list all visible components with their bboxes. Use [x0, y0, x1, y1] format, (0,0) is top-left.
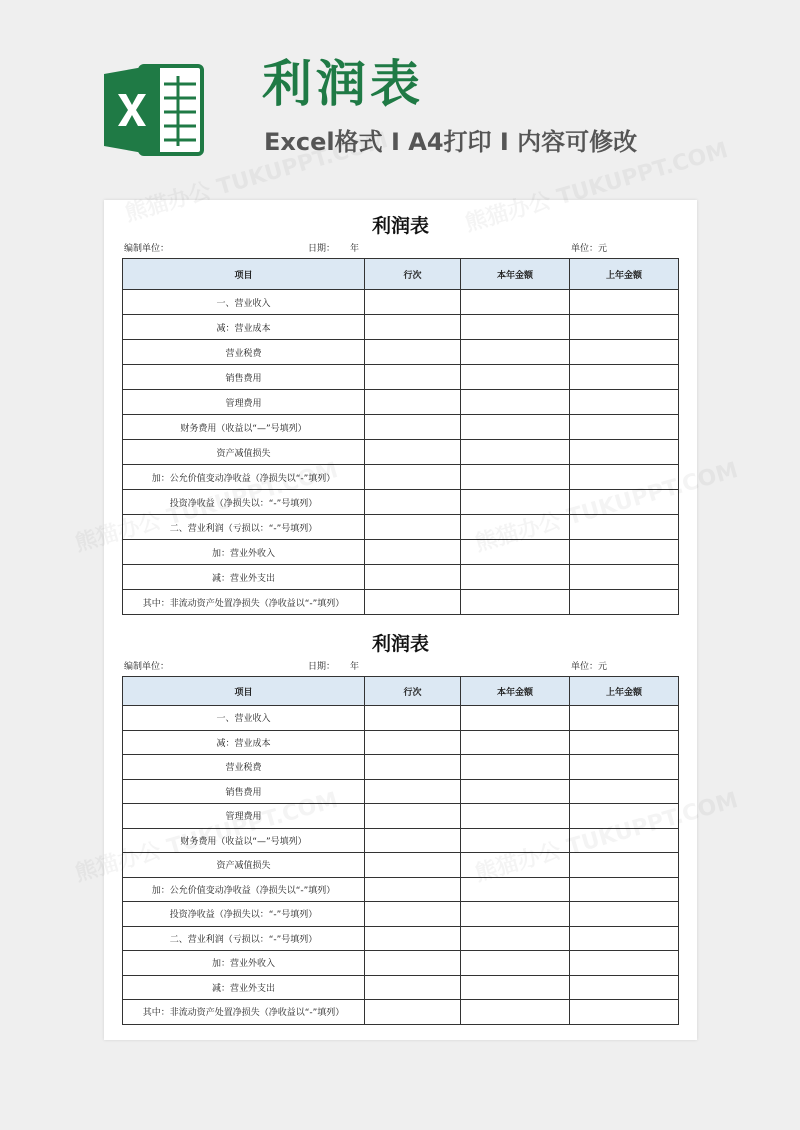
banner-title: 利润表: [262, 55, 424, 113]
row-number-cell[interactable]: [365, 315, 461, 340]
prior-year-cell[interactable]: [570, 440, 679, 465]
table-row: [123, 779, 679, 804]
row-label: 投资净收益（净损失以：“-”号填列）: [123, 490, 365, 515]
table-row: [123, 415, 679, 440]
row-label: 营业税费: [123, 755, 365, 780]
table-row: [123, 465, 679, 490]
unit-label: 编制单位：: [124, 662, 170, 672]
current-year-cell[interactable]: [461, 853, 570, 878]
table-row: [123, 877, 679, 902]
sheet-title: 利润表: [371, 633, 429, 655]
table-row: [123, 1000, 679, 1025]
table-row: [123, 490, 679, 515]
row-number-cell[interactable]: [365, 902, 461, 927]
row-number-cell[interactable]: [365, 730, 461, 755]
table-row: [123, 730, 679, 755]
prior-year-cell[interactable]: [570, 565, 679, 590]
row-label: 加：公允价值变动净收益（净损失以“-”填列）: [123, 877, 365, 902]
current-year-cell[interactable]: [461, 365, 570, 390]
table-row: [123, 315, 679, 340]
row-label: 管理费用: [123, 804, 365, 829]
current-year-cell[interactable]: [461, 1000, 570, 1025]
row-label: 财务费用（收益以“—”号填列）: [123, 828, 365, 853]
column-header: 行次: [365, 259, 461, 290]
table-row: [123, 515, 679, 540]
table-row: [123, 951, 679, 976]
table-row: [123, 828, 679, 853]
year-label: 年: [350, 244, 360, 254]
table-row: [123, 590, 679, 615]
current-year-cell[interactable]: [461, 340, 570, 365]
current-year-cell[interactable]: [461, 706, 570, 731]
row-label: 加：营业外收入: [123, 540, 365, 565]
prior-year-cell[interactable]: [570, 828, 679, 853]
row-number-cell[interactable]: [365, 706, 461, 731]
row-label: 销售费用: [123, 365, 365, 390]
sheet-meta: [104, 240, 697, 258]
table-row: [123, 706, 679, 731]
prior-year-cell[interactable]: [570, 877, 679, 902]
currency-label: 单位：元: [571, 244, 608, 254]
prior-year-cell[interactable]: [570, 490, 679, 515]
prior-year-cell[interactable]: [570, 755, 679, 780]
row-number-cell[interactable]: [365, 779, 461, 804]
column-header: 项目: [123, 259, 365, 290]
sheet-title: 利润表: [371, 215, 429, 237]
current-year-cell[interactable]: [461, 390, 570, 415]
row-number-cell[interactable]: [365, 804, 461, 829]
table-row: [123, 975, 679, 1000]
current-year-cell[interactable]: [461, 315, 570, 340]
table-row: [123, 926, 679, 951]
column-header: 本年金额: [461, 259, 570, 290]
row-number-cell[interactable]: [365, 926, 461, 951]
current-year-cell[interactable]: [461, 465, 570, 490]
current-year-cell[interactable]: [461, 902, 570, 927]
row-number-cell[interactable]: [365, 415, 461, 440]
current-year-cell[interactable]: [461, 540, 570, 565]
prior-year-cell[interactable]: [570, 926, 679, 951]
prior-year-cell[interactable]: [570, 365, 679, 390]
prior-year-cell[interactable]: [570, 853, 679, 878]
row-number-cell[interactable]: [365, 465, 461, 490]
current-year-cell[interactable]: [461, 975, 570, 1000]
row-number-cell[interactable]: [365, 365, 461, 390]
prior-year-cell[interactable]: [570, 540, 679, 565]
row-number-cell[interactable]: [365, 755, 461, 780]
prior-year-cell[interactable]: [570, 340, 679, 365]
profit-sheet-2: [104, 630, 697, 1025]
row-label: 管理费用: [123, 390, 365, 415]
table-row: [123, 804, 679, 829]
banner-subtitle: Excel格式 I A4打印 I 内容可修改: [264, 128, 638, 156]
row-label: 加：营业外收入: [123, 951, 365, 976]
prior-year-cell[interactable]: [570, 902, 679, 927]
table-row: [123, 340, 679, 365]
table-row: [123, 540, 679, 565]
column-header: 行次: [365, 677, 461, 706]
current-year-cell[interactable]: [461, 926, 570, 951]
unit-label: 编制单位：: [124, 244, 170, 254]
column-header: 项目: [123, 677, 365, 706]
row-label: 一、营业收入: [123, 290, 365, 315]
row-label: 其中：非流动资产处置净损失（净收益以“-”填列）: [123, 1000, 365, 1025]
row-number-cell[interactable]: [365, 390, 461, 415]
prior-year-cell[interactable]: [570, 465, 679, 490]
row-number-cell[interactable]: [365, 853, 461, 878]
current-year-cell[interactable]: [461, 951, 570, 976]
prior-year-cell[interactable]: [570, 415, 679, 440]
row-number-cell[interactable]: [365, 1000, 461, 1025]
column-header: 本年金额: [461, 677, 570, 706]
current-year-cell[interactable]: [461, 828, 570, 853]
profit-table: [122, 258, 679, 615]
row-label: 减：营业外支出: [123, 565, 365, 590]
current-year-cell[interactable]: [461, 440, 570, 465]
row-number-cell[interactable]: [365, 290, 461, 315]
current-year-cell[interactable]: [461, 779, 570, 804]
current-year-cell[interactable]: [461, 490, 570, 515]
table-row: [123, 853, 679, 878]
prior-year-cell[interactable]: [570, 390, 679, 415]
table-row: [123, 390, 679, 415]
prior-year-cell[interactable]: [570, 951, 679, 976]
current-year-cell[interactable]: [461, 415, 570, 440]
table-row: [123, 755, 679, 780]
profit-sheet-1: [104, 212, 697, 615]
prior-year-cell[interactable]: [570, 1000, 679, 1025]
prior-year-cell[interactable]: [570, 804, 679, 829]
row-label: 资产减值损失: [123, 440, 365, 465]
current-year-cell[interactable]: [461, 730, 570, 755]
row-label: 减：营业外支出: [123, 975, 365, 1000]
year-label: 年: [350, 662, 360, 672]
table-row: [123, 290, 679, 315]
table-row: [123, 440, 679, 465]
current-year-cell[interactable]: [461, 290, 570, 315]
row-label: 资产减值损失: [123, 853, 365, 878]
currency-label: 单位：元: [571, 662, 608, 672]
sheet-meta: [104, 658, 697, 676]
row-number-cell[interactable]: [365, 440, 461, 465]
row-label: 其中：非流动资产处置净损失（净收益以“-”填列）: [123, 590, 365, 615]
row-number-cell[interactable]: [365, 490, 461, 515]
current-year-cell[interactable]: [461, 877, 570, 902]
column-header: 上年金额: [570, 259, 679, 290]
date-label: 日期：: [308, 662, 336, 672]
prior-year-cell[interactable]: [570, 730, 679, 755]
prior-year-cell[interactable]: [570, 590, 679, 615]
row-number-cell[interactable]: [365, 540, 461, 565]
current-year-cell[interactable]: [461, 515, 570, 540]
table-row: [123, 365, 679, 390]
row-label: 减：营业成本: [123, 315, 365, 340]
row-label: 投资净收益（净损失以：“-”号填列）: [123, 902, 365, 927]
row-label: 减：营业成本: [123, 730, 365, 755]
current-year-cell[interactable]: [461, 590, 570, 615]
prior-year-cell[interactable]: [570, 706, 679, 731]
row-number-cell[interactable]: [365, 951, 461, 976]
prior-year-cell[interactable]: [570, 515, 679, 540]
row-number-cell[interactable]: [365, 340, 461, 365]
current-year-cell[interactable]: [461, 755, 570, 780]
document-paper: [104, 200, 697, 1040]
row-number-cell[interactable]: [365, 590, 461, 615]
row-label: 销售费用: [123, 779, 365, 804]
date-label: 日期：: [308, 244, 336, 254]
column-header: 上年金额: [570, 677, 679, 706]
row-label: 二、营业利润（亏损以：“-”号填列）: [123, 926, 365, 951]
row-number-cell[interactable]: [365, 565, 461, 590]
prior-year-cell[interactable]: [570, 779, 679, 804]
row-label: 营业税费: [123, 340, 365, 365]
row-label: 二、营业利润（亏损以：“-”号填列）: [123, 515, 365, 540]
table-header-row: [123, 677, 679, 706]
row-number-cell[interactable]: [365, 828, 461, 853]
prior-year-cell[interactable]: [570, 975, 679, 1000]
row-number-cell[interactable]: [365, 515, 461, 540]
row-number-cell[interactable]: [365, 877, 461, 902]
table-row: [123, 902, 679, 927]
table-row: [123, 565, 679, 590]
profit-table: [122, 676, 679, 1025]
table-header-row: [123, 259, 679, 290]
prior-year-cell[interactable]: [570, 290, 679, 315]
row-label: 财务费用（收益以“—”号填列）: [123, 415, 365, 440]
row-number-cell[interactable]: [365, 975, 461, 1000]
current-year-cell[interactable]: [461, 565, 570, 590]
current-year-cell[interactable]: [461, 804, 570, 829]
prior-year-cell[interactable]: [570, 315, 679, 340]
row-label: 一、营业收入: [123, 706, 365, 731]
excel-logo-icon: [100, 60, 210, 160]
row-label: 加：公允价值变动净收益（净损失以“-”填列）: [123, 465, 365, 490]
